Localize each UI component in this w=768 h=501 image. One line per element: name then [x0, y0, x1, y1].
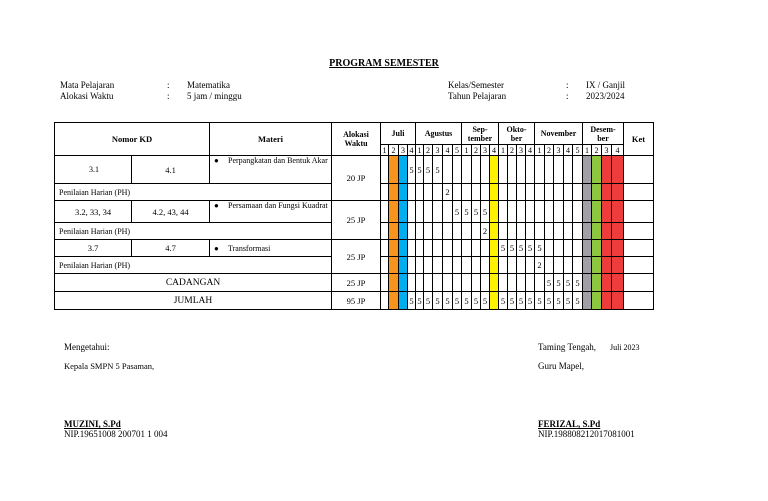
schedule-cell — [424, 257, 433, 274]
schedule-cell — [499, 184, 508, 201]
alokasi-cell: 25 JP — [332, 201, 381, 240]
schedule-cell: 5 — [573, 292, 583, 310]
schedule-cell — [462, 156, 472, 184]
schedule-cell — [381, 156, 389, 184]
meta-colon: : — [566, 80, 569, 90]
schedule-cell — [508, 201, 517, 223]
schedule-cell: 5 — [443, 292, 453, 310]
schedule-cell — [472, 257, 481, 274]
ph-label: Penilaian Harian (PH) — [55, 223, 332, 240]
week-number: 2 — [508, 145, 517, 156]
schedule-cell — [526, 184, 535, 201]
schedule-cell — [481, 184, 490, 201]
schedule-cell — [433, 201, 443, 223]
ket-cell — [624, 201, 654, 223]
schedule-cell — [564, 240, 573, 257]
schedule-cell — [545, 223, 554, 240]
sig-right-line2: Guru Mapel, — [538, 361, 584, 371]
schedule-cell — [573, 184, 583, 201]
highlight-column-cell — [583, 223, 592, 240]
schedule-cell: 5 — [408, 292, 416, 310]
week-number: 2 — [389, 145, 399, 156]
ket-cell — [624, 223, 654, 240]
highlight-column-cell — [490, 240, 499, 257]
schedule-cell — [554, 201, 564, 223]
schedule-cell — [381, 184, 389, 201]
schedule-cell — [508, 184, 517, 201]
schedule-cell — [472, 184, 481, 201]
highlight-column-cell — [602, 257, 612, 274]
schedule-cell — [381, 257, 389, 274]
week-number: 4 — [564, 145, 573, 156]
materi-cell: ● Transformasi — [210, 240, 332, 257]
schedule-cell — [408, 223, 416, 240]
highlight-column-cell — [399, 257, 408, 274]
schedule-cell — [472, 156, 481, 184]
meta-value-tahun: 2023/2024 — [586, 91, 625, 101]
schedule-cell — [573, 156, 583, 184]
meta-colon: : — [566, 91, 569, 101]
schedule-cell — [408, 274, 416, 292]
highlight-column-cell — [490, 184, 499, 201]
highlight-column-cell — [389, 274, 399, 292]
week-number: 4 — [443, 145, 453, 156]
schedule-cell — [554, 257, 564, 274]
schedule-cell: 5 — [424, 156, 433, 184]
highlight-column-cell — [583, 274, 592, 292]
schedule-cell — [545, 240, 554, 257]
highlight-column-cell — [583, 257, 592, 274]
schedule-cell — [453, 274, 462, 292]
schedule-cell — [535, 274, 545, 292]
header-month-agustus: Agustus — [416, 123, 462, 145]
schedule-cell — [554, 223, 564, 240]
header-month-november: November — [535, 123, 583, 145]
header-alokasi-waktu: Alokasi Waktu — [332, 123, 381, 156]
schedule-cell — [416, 240, 424, 257]
schedule-cell: 2 — [443, 184, 453, 201]
header-month-september: Sep- tember — [462, 123, 499, 145]
schedule-cell — [443, 274, 453, 292]
alokasi-cell: 20 JP — [332, 156, 381, 201]
schedule-cell — [545, 156, 554, 184]
meta-label-kelas: Kelas/Semester — [448, 80, 504, 90]
schedule-cell — [499, 257, 508, 274]
schedule-cell: 5 — [433, 292, 443, 310]
schedule-cell — [508, 223, 517, 240]
schedule-cell: 5 — [462, 201, 472, 223]
sig-left-line1: Mengetahui: — [64, 342, 110, 352]
meta-label-tahun: Tahun Pelajaran — [448, 91, 507, 101]
schedule-cell — [381, 292, 389, 310]
schedule-cell — [416, 274, 424, 292]
week-number: 1 — [417, 145, 422, 155]
schedule-cell — [416, 184, 424, 201]
schedule-cell — [564, 201, 573, 223]
highlight-column-cell — [399, 292, 408, 310]
schedule-cell — [424, 240, 433, 257]
alokasi-cell: 25 JP — [332, 240, 381, 274]
schedule-cell — [443, 201, 453, 223]
sig-left-nip: NIP.19651008 200701 1 004 — [64, 429, 168, 439]
week-number: 4 — [490, 145, 499, 156]
week-number: 1 — [535, 145, 545, 156]
schedule-cell: 2 — [481, 223, 490, 240]
schedule-cell: 5 — [408, 156, 416, 184]
schedule-cell — [526, 257, 535, 274]
schedule-cell — [526, 156, 535, 184]
schedule-cell — [462, 240, 472, 257]
highlight-column-cell — [490, 156, 499, 184]
highlight-column-cell — [389, 184, 399, 201]
schedule-cell: 5 — [508, 240, 517, 257]
week-number: 4 — [612, 145, 624, 156]
week-number: 4 — [526, 145, 535, 156]
schedule-cell — [443, 240, 453, 257]
kd3-cell: 3.2, 33, 34 — [55, 201, 132, 223]
schedule-cell — [517, 257, 526, 274]
schedule-cell — [517, 201, 526, 223]
materi-cell: ● Persamaan dan Fungsi Kuadrat — [210, 201, 332, 223]
schedule-cell — [453, 240, 462, 257]
ket-cell — [624, 240, 654, 257]
schedule-cell — [526, 201, 535, 223]
schedule-cell — [433, 240, 443, 257]
highlight-column-cell — [592, 184, 602, 201]
schedule-cell — [508, 257, 517, 274]
schedule-cell — [499, 156, 508, 184]
week-number: 2 — [545, 145, 554, 156]
schedule-cell — [453, 223, 462, 240]
schedule-cell — [433, 184, 443, 201]
schedule-cell — [462, 274, 472, 292]
kd3-cell: 3.7 — [55, 240, 132, 257]
highlight-column-cell — [399, 274, 408, 292]
ket-cell — [624, 156, 654, 184]
header-month-oktober: Okto- ber — [499, 123, 535, 145]
highlight-column-cell — [583, 201, 592, 223]
schedule-cell: 5 — [472, 292, 481, 310]
meta-label-mapel: Mata Pelajaran — [60, 80, 115, 90]
schedule-cell — [453, 156, 462, 184]
schedule-cell — [535, 201, 545, 223]
highlight-column-cell — [490, 274, 499, 292]
schedule-cell — [424, 274, 433, 292]
schedule-cell: 5 — [554, 274, 564, 292]
highlight-column-cell — [389, 257, 399, 274]
ket-cell — [624, 292, 654, 310]
schedule-cell: 5 — [481, 201, 490, 223]
schedule-cell — [433, 257, 443, 274]
schedule-cell — [443, 223, 453, 240]
schedule-cell: 5 — [481, 292, 490, 310]
schedule-cell — [416, 201, 424, 223]
schedule-cell — [424, 223, 433, 240]
cadangan-label: CADANGAN — [55, 274, 332, 292]
jumlah-label: JUMLAH — [55, 292, 332, 310]
schedule-cell — [433, 223, 443, 240]
schedule-cell: 5 — [453, 292, 462, 310]
header-ket: Ket — [624, 123, 654, 156]
schedule-cell: 5 — [416, 292, 424, 310]
highlight-column-cell — [490, 201, 499, 223]
schedule-cell: 5 — [416, 156, 424, 184]
highlight-column-cell — [389, 240, 399, 257]
highlight-column-cell — [602, 240, 612, 257]
schedule-cell — [481, 156, 490, 184]
schedule-cell: 2 — [535, 257, 545, 274]
schedule-cell — [508, 156, 517, 184]
sig-right-date: Juli 2023 — [610, 343, 640, 352]
schedule-cell — [472, 223, 481, 240]
highlight-column-cell — [592, 201, 602, 223]
kd3-cell: 3.1 — [55, 156, 132, 184]
highlight-column-cell — [490, 257, 499, 274]
highlight-column-cell — [583, 292, 592, 310]
schedule-cell — [408, 184, 416, 201]
highlight-column-cell — [602, 274, 612, 292]
meta-value-mapel: Matematika — [187, 80, 230, 90]
highlight-column-cell — [490, 223, 499, 240]
schedule-cell — [416, 257, 424, 274]
schedule-cell — [381, 274, 389, 292]
schedule-cell — [526, 223, 535, 240]
schedule-cell — [416, 223, 424, 240]
kd4-cell: 4.1 — [132, 156, 210, 184]
schedule-cell — [462, 184, 472, 201]
jumlah-alokasi: 95 JP — [332, 292, 381, 310]
week-number: 1 — [499, 145, 508, 156]
schedule-cell — [535, 156, 545, 184]
schedule-cell — [554, 156, 564, 184]
schedule-cell — [545, 184, 554, 201]
schedule-cell: 5 — [564, 292, 573, 310]
schedule-cell: 5 — [564, 274, 573, 292]
week-number: 2 — [592, 145, 602, 156]
schedule-cell — [499, 201, 508, 223]
highlight-column-cell — [612, 274, 624, 292]
highlight-column-cell — [389, 223, 399, 240]
highlight-column-cell — [602, 292, 612, 310]
schedule-cell — [526, 274, 535, 292]
highlight-column-cell — [592, 292, 602, 310]
schedule-cell — [433, 274, 443, 292]
highlight-column-cell — [399, 240, 408, 257]
meta-label-alokasi: Alokasi Waktu — [60, 91, 114, 101]
schedule-cell — [408, 201, 416, 223]
week-number: 5 — [453, 145, 462, 156]
highlight-column-cell — [389, 201, 399, 223]
highlight-column-cell — [602, 156, 612, 184]
highlight-column-cell — [612, 223, 624, 240]
semester-program-table — [54, 122, 654, 310]
schedule-cell: 5 — [462, 292, 472, 310]
schedule-cell: 5 — [433, 156, 443, 184]
schedule-cell — [535, 223, 545, 240]
week-number: 1 — [583, 145, 592, 156]
week-number: 3 — [517, 145, 526, 156]
schedule-cell: 5 — [526, 292, 535, 310]
highlight-column-cell — [612, 292, 624, 310]
schedule-cell — [517, 156, 526, 184]
highlight-column-cell — [583, 240, 592, 257]
schedule-cell — [564, 184, 573, 201]
cadangan-alokasi: 25 JP — [332, 274, 381, 292]
highlight-column-cell — [399, 223, 408, 240]
schedule-cell: 5 — [499, 240, 508, 257]
highlight-column-cell — [592, 223, 602, 240]
schedule-cell — [472, 240, 481, 257]
kd4-cell: 4.7 — [132, 240, 210, 257]
schedule-cell: 5 — [508, 292, 517, 310]
week-number: 3 — [554, 145, 564, 156]
schedule-cell: 5 — [424, 292, 433, 310]
highlight-column-cell — [602, 201, 612, 223]
schedule-cell: 5 — [517, 240, 526, 257]
highlight-column-cell — [592, 156, 602, 184]
schedule-cell: 5 — [573, 274, 583, 292]
sig-right-place: Taming Tengah, — [538, 342, 597, 352]
highlight-column-cell — [612, 184, 624, 201]
schedule-cell — [424, 184, 433, 201]
highlight-column-cell — [612, 201, 624, 223]
ket-cell — [624, 274, 654, 292]
schedule-cell — [443, 257, 453, 274]
schedule-cell — [453, 257, 462, 274]
schedule-cell — [545, 257, 554, 274]
meta-colon: : — [167, 91, 170, 101]
week-number: 3 — [481, 145, 490, 156]
schedule-cell — [499, 274, 508, 292]
schedule-cell: 5 — [545, 274, 554, 292]
schedule-cell: 5 — [545, 292, 554, 310]
schedule-cell — [554, 240, 564, 257]
highlight-column-cell — [399, 201, 408, 223]
highlight-column-cell — [592, 257, 602, 274]
schedule-cell — [564, 156, 573, 184]
schedule-cell: 5 — [499, 292, 508, 310]
schedule-cell — [517, 223, 526, 240]
header-month-juli: Juli — [381, 123, 416, 145]
schedule-cell — [517, 274, 526, 292]
schedule-cell — [381, 223, 389, 240]
highlight-column-cell — [592, 274, 602, 292]
highlight-column-cell — [490, 292, 499, 310]
header-materi: Materi — [210, 123, 332, 156]
schedule-cell — [424, 201, 433, 223]
sig-right-nip: NIP.198808212017081001 — [538, 429, 635, 439]
ph-label: Penilaian Harian (PH) — [55, 257, 332, 274]
schedule-cell — [462, 257, 472, 274]
week-number: 3 — [433, 145, 443, 156]
schedule-cell: 5 — [554, 292, 564, 310]
ket-cell — [624, 184, 654, 201]
schedule-cell — [443, 156, 453, 184]
schedule-cell — [573, 223, 583, 240]
week-number: 1 — [382, 145, 387, 155]
meta-value-alokasi: 5 jam / minggu — [187, 91, 242, 101]
week-number: 3 — [399, 145, 408, 156]
schedule-cell: 5 — [526, 240, 535, 257]
materi-cell: ● Perpangkatan dan Bentuk Akar — [210, 156, 332, 184]
schedule-cell — [564, 257, 573, 274]
week-number: 2 — [424, 145, 433, 156]
schedule-cell — [462, 223, 472, 240]
highlight-column-cell — [602, 184, 612, 201]
header-nomor-kd: Nomor KD — [55, 123, 210, 156]
schedule-cell — [408, 257, 416, 274]
schedule-cell — [564, 223, 573, 240]
highlight-column-cell — [592, 240, 602, 257]
schedule-cell — [517, 184, 526, 201]
schedule-cell — [472, 274, 481, 292]
schedule-cell — [381, 240, 389, 257]
highlight-column-cell — [583, 184, 592, 201]
schedule-cell — [481, 274, 490, 292]
schedule-cell — [535, 184, 545, 201]
week-number: 5 — [573, 145, 583, 156]
sig-left-line2: Kepala SMPN 5 Pasaman, — [64, 361, 155, 371]
schedule-cell: 5 — [517, 292, 526, 310]
page-title: PROGRAM SEMESTER — [329, 58, 439, 69]
header-month-desember: Desem- ber — [583, 123, 624, 145]
meta-colon: : — [167, 80, 170, 90]
schedule-cell — [545, 201, 554, 223]
schedule-cell: 5 — [453, 201, 462, 223]
highlight-column-cell — [612, 240, 624, 257]
highlight-column-cell — [399, 156, 408, 184]
highlight-column-cell — [583, 156, 592, 184]
schedule-cell — [554, 184, 564, 201]
highlight-column-cell — [612, 257, 624, 274]
schedule-cell — [508, 274, 517, 292]
highlight-column-cell — [612, 156, 624, 184]
sig-left-name: MUZINI, S.Pd — [64, 419, 121, 429]
week-number: 2 — [472, 145, 481, 156]
schedule-cell — [453, 184, 462, 201]
schedule-cell — [408, 240, 416, 257]
schedule-cell: 5 — [472, 201, 481, 223]
week-number: 3 — [602, 145, 612, 156]
schedule-cell: 5 — [535, 240, 545, 257]
kd4-cell: 4.2, 43, 44 — [132, 201, 210, 223]
week-number: 1 — [462, 145, 472, 156]
schedule-cell — [481, 240, 490, 257]
highlight-column-cell — [399, 184, 408, 201]
highlight-column-cell — [389, 156, 399, 184]
ph-label: Penilaian Harian (PH) — [55, 184, 332, 201]
schedule-cell — [499, 223, 508, 240]
schedule-cell — [381, 201, 389, 223]
sig-right-name: FERIZAL, S.Pd — [538, 419, 601, 429]
highlight-column-cell — [389, 292, 399, 310]
schedule-cell — [573, 201, 583, 223]
schedule-cell — [573, 240, 583, 257]
ket-cell — [624, 257, 654, 274]
week-number: 4 — [409, 145, 414, 155]
schedule-cell — [481, 257, 490, 274]
schedule-cell — [573, 257, 583, 274]
meta-value-kelas: IX / Ganjil — [586, 80, 625, 90]
schedule-cell: 5 — [535, 292, 545, 310]
highlight-column-cell — [602, 223, 612, 240]
